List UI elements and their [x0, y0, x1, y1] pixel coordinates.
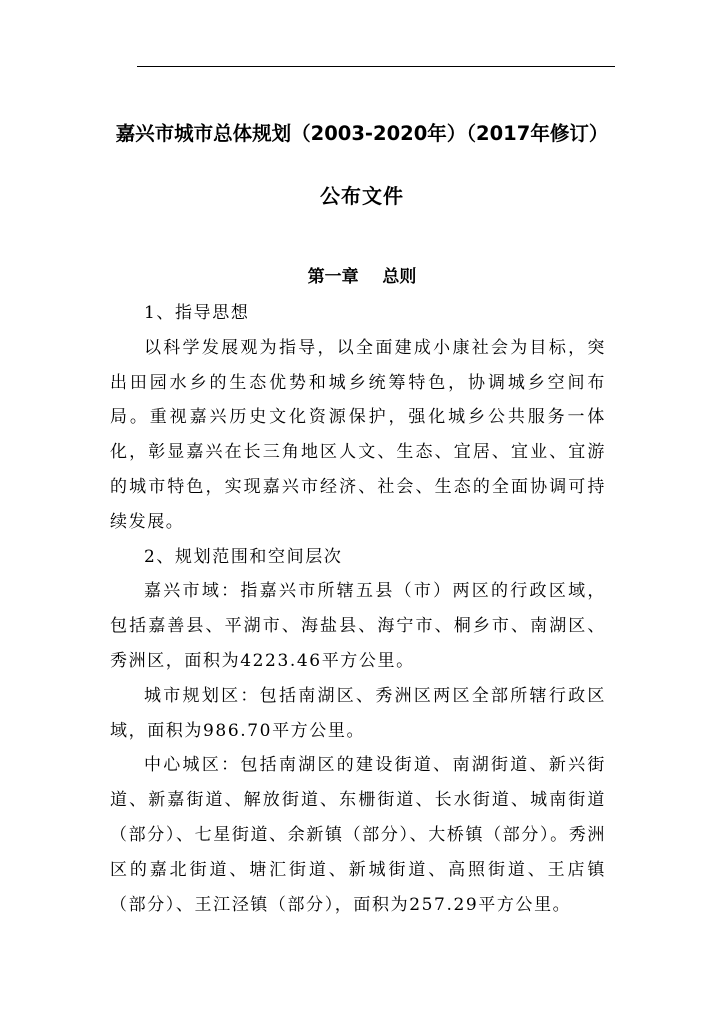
document-subtitle: 公布文件: [320, 184, 404, 208]
paragraph-city-domain: 嘉兴市域：指嘉兴市所辖五县（市）两区的行政区域，包括嘉善县、平湖市、海盐县、海宁市、桐乡市、南湖区、秀洲区，面积为4223.46平方公里。: [110, 581, 606, 671]
header-rule: [137, 66, 615, 67]
document-body: [110, 296, 606, 922]
chapter-heading: 第一章 总则: [307, 267, 417, 287]
section-heading-guiding-ideology: 1、指导思想: [144, 303, 250, 323]
paragraph-central-urban-area: 中心城区：包括南湖区的建设街道、南湖街道、新兴街道、新嘉街道、解放街道、东栅街道、长水街道、城南街道（部分）、七星街道、余新镇（部分）、大桥镇（部分）。秀洲区的嘉北街道、塘汇街道、新城街道、高照街道、王店镇（部分）、王江泾镇（部分），面积为257.29平方公里。: [110, 755, 606, 915]
paragraph-planning-area: 城市规划区：包括南湖区、秀洲区两区全部所辖行政区域，面积为986.70平方公里。: [110, 685, 606, 741]
section-heading-planning-scope: 2、规划范围和空间层次: [144, 546, 343, 567]
paragraph-guiding-ideology: 以科学发展观为指导，以全面建成小康社会为目标，突出田园水乡的生态优势和城乡统筹特色，协调城乡空间布局。重视嘉兴历史文化资源保护，强化城乡公共服务一体化，彰显嘉兴在长三角地区人文、生态、宜居、宜业、宜游的城市特色，实现嘉兴市经济、社会、生态的全面协调可持续发展。: [110, 337, 606, 532]
document-title: 嘉兴市城市总体规划（2003-2020年）（2017年修订）: [115, 122, 609, 145]
